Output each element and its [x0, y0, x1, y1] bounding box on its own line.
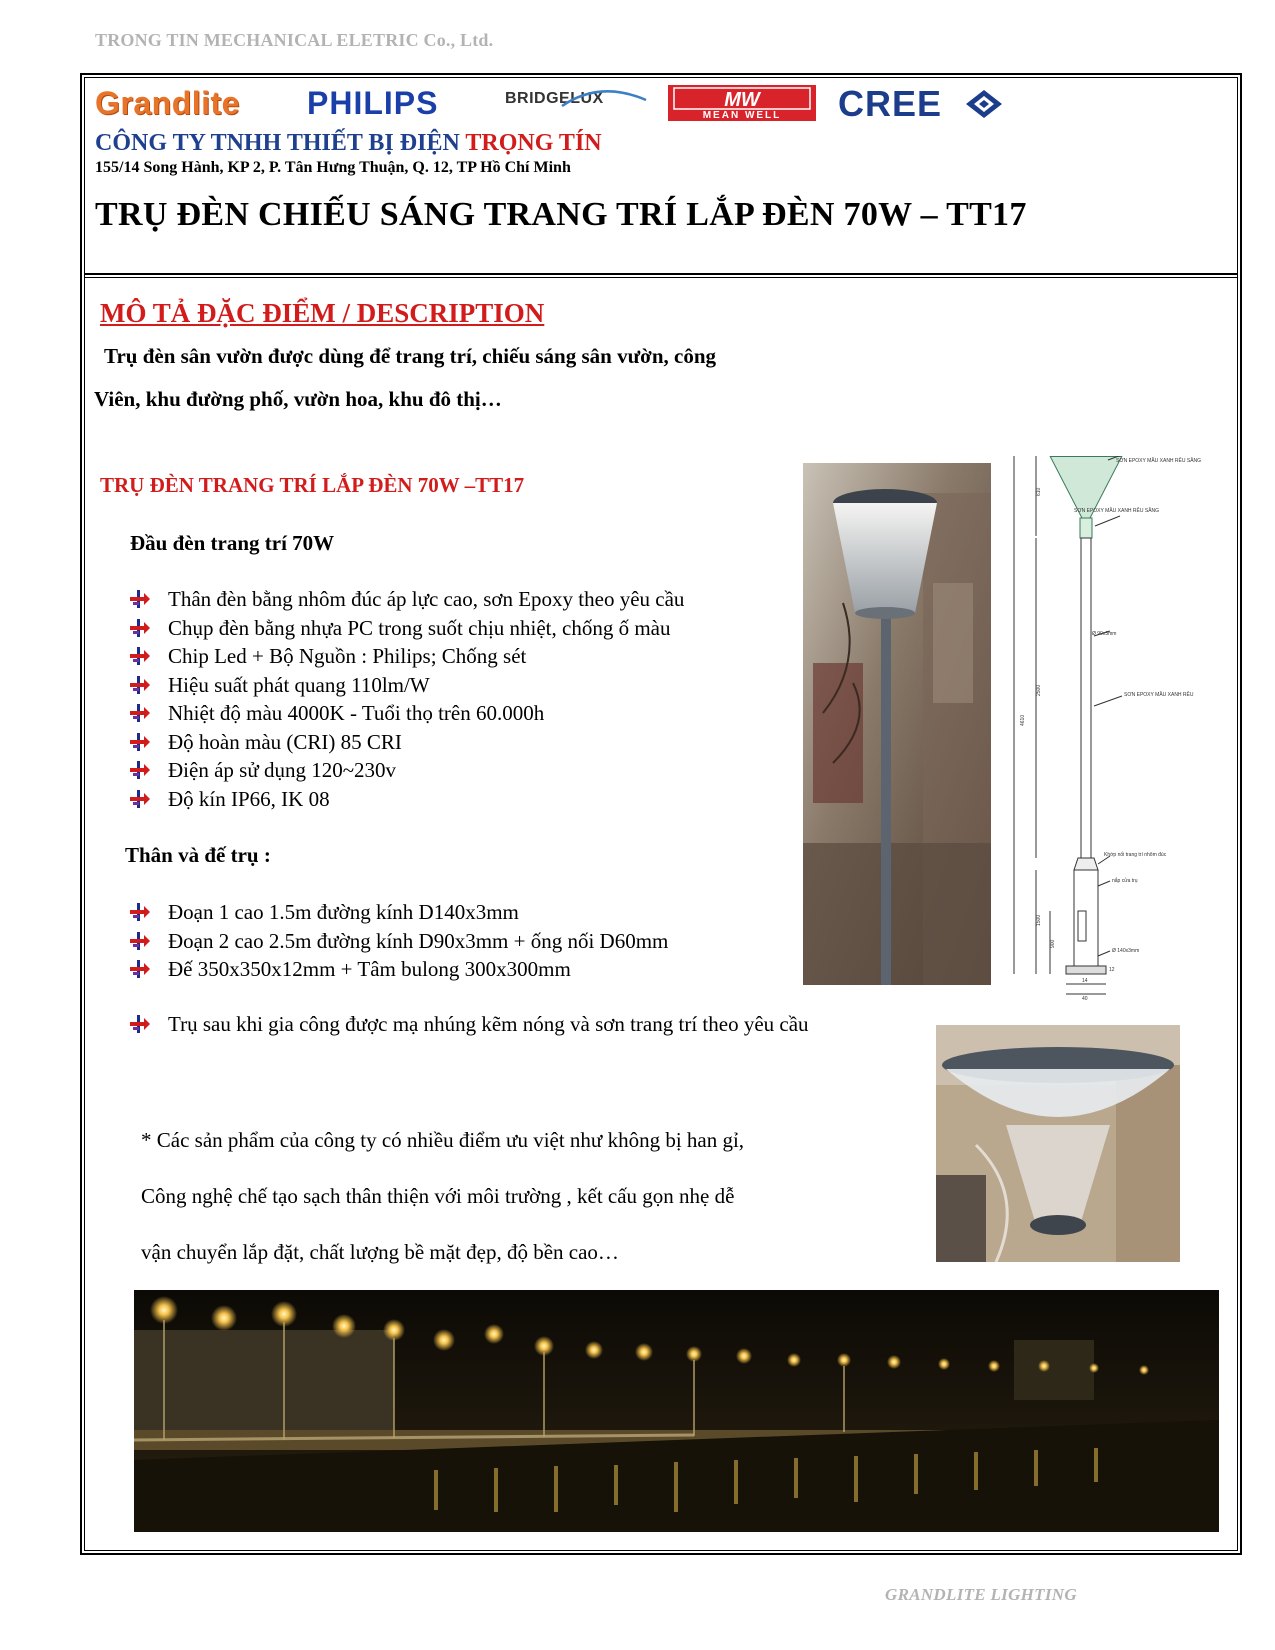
night-street-lighting-photo: [134, 1290, 1219, 1532]
arrow-bullet-icon: [130, 733, 150, 751]
pole-section-title: Thân và đế trụ :: [125, 843, 271, 867]
svg-text:Ø 140x3mm: Ø 140x3mm: [1112, 948, 1140, 954]
arrow-bullet-icon: [130, 932, 150, 950]
svg-text:SƠN EPOXY MẦU XANH RÊU SẦNG: SƠN EPOXY MẦU XANH RÊU SẦNG: [1074, 508, 1160, 514]
arrow-bullet-icon: [130, 704, 150, 722]
svg-text:14: 14: [1082, 978, 1088, 984]
arrow-bullet-icon: [130, 960, 150, 978]
svg-text:nắp cửa trụ: nắp cửa trụ: [1112, 878, 1138, 884]
svg-text:MW: MW: [724, 89, 760, 111]
arrow-bullet-icon: [130, 1015, 150, 1033]
svg-text:2500: 2500: [1036, 684, 1042, 696]
lamp-head-feature-list: [130, 585, 684, 813]
philips-logo: PHILIPS: [307, 84, 439, 121]
svg-text:12: 12: [1109, 967, 1115, 973]
svg-text:SƠN EPOXY MẦU XANH RÊU SẦNG: SƠN EPOXY MẦU XANH RÊU SẦNG: [1116, 458, 1202, 464]
feature-item: Đế 350x350x12mm + Tâm bulong 300x300mm: [130, 955, 668, 984]
svg-text:CREE: CREE: [838, 84, 943, 124]
pole-feature-list: [130, 898, 668, 984]
svg-text:Ø 90x3mm: Ø 90x3mm: [1092, 631, 1117, 637]
header-divider-inner: [84, 277, 1238, 278]
pole-technical-drawing: [1010, 456, 1215, 1000]
company-name-highlight: TRỌNG TÍN: [465, 130, 602, 156]
bridgelux-swoosh-icon: [560, 86, 648, 108]
svg-text:40: 40: [1082, 996, 1088, 1000]
svg-text:4610: 4610: [1020, 714, 1026, 726]
company-address: 155/14 Song Hành, KP 2, P. Tân Hưng Thuận, Q. 12, TP Hồ Chí Minh: [95, 159, 571, 176]
arrow-bullet-icon: [130, 647, 150, 665]
arrow-bullet-icon: [130, 903, 150, 921]
feature-item: Đoạn 2 cao 2.5m đường kính D90x3mm + ống nối D60mm: [130, 927, 668, 956]
company-name: [95, 130, 602, 157]
company-name-prefix: CÔNG TY TNHH THIẾT BỊ ĐIỆN: [95, 130, 466, 156]
lamp-head-section-title: Đầu đèn trang trí 70W: [130, 531, 335, 555]
svg-text:900: 900: [1050, 939, 1056, 948]
lamp-head-packaged-photo: [936, 1025, 1180, 1262]
product-heading: TRỤ ĐÈN TRANG TRÍ LẮP ĐÈN 70W –TT17: [100, 473, 525, 497]
arrow-bullet-icon: [130, 676, 150, 694]
feature-item: Nhiệt độ màu 4000K - Tuổi thọ trên 60.000h: [130, 699, 684, 728]
svg-text:610: 610: [1036, 487, 1042, 496]
page-title: TRỤ ĐÈN CHIẾU SÁNG TRANG TRÍ LẮP ĐÈN 70W – TT17: [95, 196, 1027, 233]
arrow-bullet-icon: [130, 761, 150, 779]
description-line-2: Viên, khu đường phố, vườn hoa, khu đô thị…: [94, 387, 502, 411]
feature-item: Trụ sau khi gia công được mạ nhúng kẽm nóng và sơn trang trí theo yêu cầu: [130, 1010, 809, 1039]
cree-logo: [838, 84, 1008, 124]
company-note-line-3: vận chuyển lắp đặt, chất lượng bề mặt đẹp, độ bền cao…: [141, 1240, 619, 1264]
arrow-bullet-icon: [130, 590, 150, 608]
bridgelux-logo: BRIDGELUX: [505, 90, 604, 107]
company-note-line-2: Công nghệ chế tạo sạch thân thiện với môi trường , kết cấu gọn nhẹ dễ: [141, 1184, 735, 1208]
feature-item: Hiệu suất phát quang 110lm/W: [130, 671, 684, 700]
finish-note-list: [130, 1010, 809, 1039]
feature-item: Chụp đèn bằng nhựa PC trong suốt chịu nhiệt, chống ố màu: [130, 614, 684, 643]
svg-text:Khớp nối trang trí nhôm đúc: Khớp nối trang trí nhôm đúc: [1104, 852, 1167, 858]
feature-item: Điện áp sử dụng 120~230v: [130, 756, 684, 785]
header-divider: [84, 273, 1238, 275]
footer-brand: GRANDLITE LIGHTING: [885, 1585, 1077, 1604]
feature-item: Chip Led + Bộ Nguồn : Philips; Chống sét: [130, 642, 684, 671]
arrow-bullet-icon: [130, 619, 150, 637]
grandlite-logo: Grandlite: [95, 84, 240, 121]
svg-text:SƠN EPOXY MẦU XANH RÊU: SƠN EPOXY MẦU XANH RÊU: [1124, 692, 1194, 698]
description-heading: MÔ TẢ ĐẶC ĐIỂM / DESCRIPTION: [100, 298, 545, 328]
lamp-installed-photo: [803, 463, 991, 985]
svg-text:MEAN WELL: MEAN WELL: [702, 110, 782, 121]
description-line-1: Trụ đèn sân vườn được dùng để trang trí, chiếu sáng sân vườn, công: [104, 344, 716, 368]
meanwell-logo: [668, 85, 816, 121]
header-company-watermark: TRONG TIN MECHANICAL ELETRIC Co., Ltd.: [95, 30, 494, 50]
feature-item: Độ kín IP66, IK 08: [130, 785, 684, 814]
feature-item: Thân đèn bằng nhôm đúc áp lực cao, sơn Epoxy theo yêu cầu: [130, 585, 684, 614]
company-note-line-1: * Các sản phẩm của công ty có nhiều điểm ưu việt như không bị han gỉ,: [141, 1128, 745, 1152]
feature-item: Độ hoàn màu (CRI) 85 CRI: [130, 728, 684, 757]
arrow-bullet-icon: [130, 790, 150, 808]
svg-text:1500: 1500: [1036, 914, 1042, 926]
feature-item: Đoạn 1 cao 1.5m đường kính D140x3mm: [130, 898, 668, 927]
